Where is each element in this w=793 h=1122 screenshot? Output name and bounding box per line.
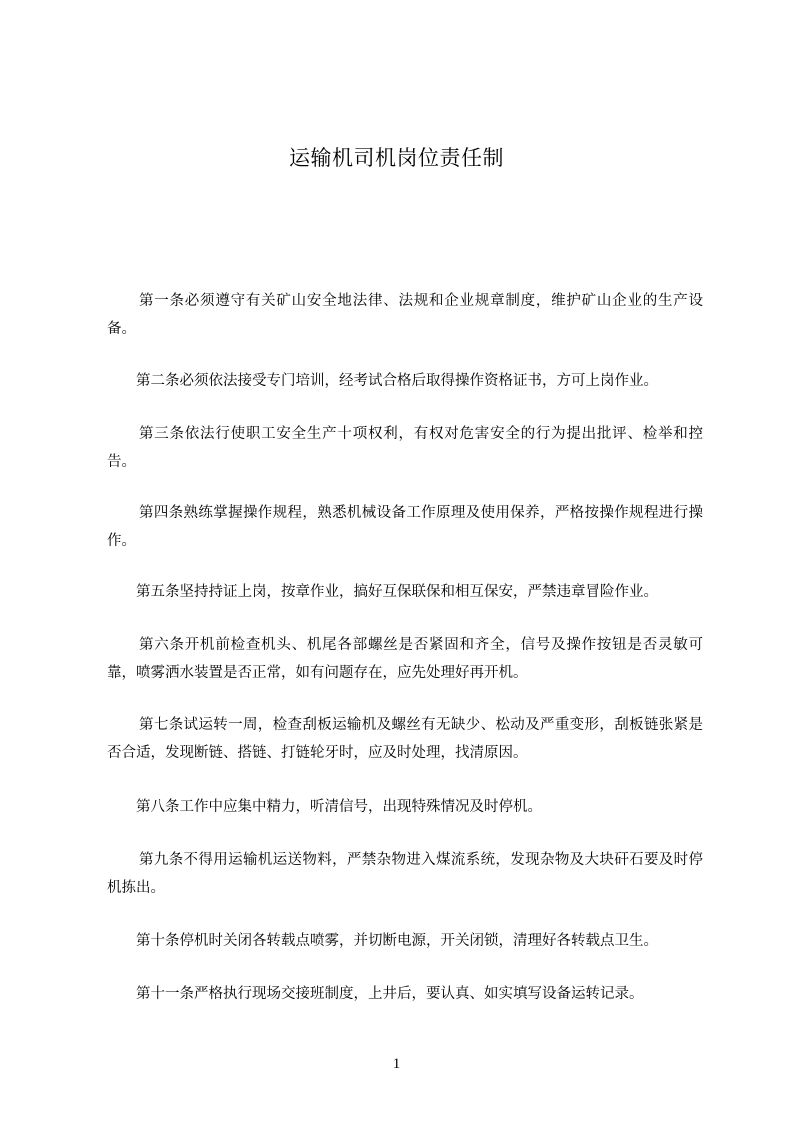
article-8: 第八条工作中应集中精力，听清信号，出现特殊情况及时停机。 [136,799,542,815]
article-2: 第二条必须依法接受专门培训，经考试合格后取得操作资格证书，方可上岗作业。 [136,373,658,389]
article-10: 第十条停机时关闭各转载点喷雾，并切断电源，开关闭锁，清理好各转载点卫生。 [136,933,658,949]
document-title: 运输机司机岗位责任制 [289,146,504,170]
article-9: 第九条不得用运输机运送物料，严禁杂物进入煤流系统，发现杂物及大块矸石要及时停机拣出。 [107,852,703,896]
page-number: 1 [392,1056,401,1072]
article-5: 第五条坚持持证上岗，按章作业，搞好互保联保和相互保安，严禁违章冒险作业。 [136,584,658,600]
article-11: 第十一条严格执行现场交接班制度，上井后，要认真、如实填写设备运转记录。 [136,986,644,1002]
article-6: 第六条开机前检查机头、机尾各部螺丝是否紧固和齐全，信号及操作按钮是否灵敏可靠，喷雾洒水装置是否正常，如有问题存在，应先处理好再开机。 [107,637,703,681]
article-4: 第四条熟练掌握操作规程，熟悉机械设备工作原理及使用保养，严格按操作规程进行操作。 [107,505,703,549]
article-7: 第七条试运转一周，检查刮板运输机及螺丝有无缺少、松动及严重变形，刮板链张紧是否合适，发现断链、搭链、打链轮牙时，应及时处理，找清原因。 [107,717,703,761]
article-3: 第三条依法行使职工安全生产十项权利，有权对危害安全的行为提出批评、检举和控告。 [107,426,703,470]
article-1: 第一条必须遵守有关矿山安全地法律、法规和企业规章制度，维护矿山企业的生产设备。 [107,293,703,337]
